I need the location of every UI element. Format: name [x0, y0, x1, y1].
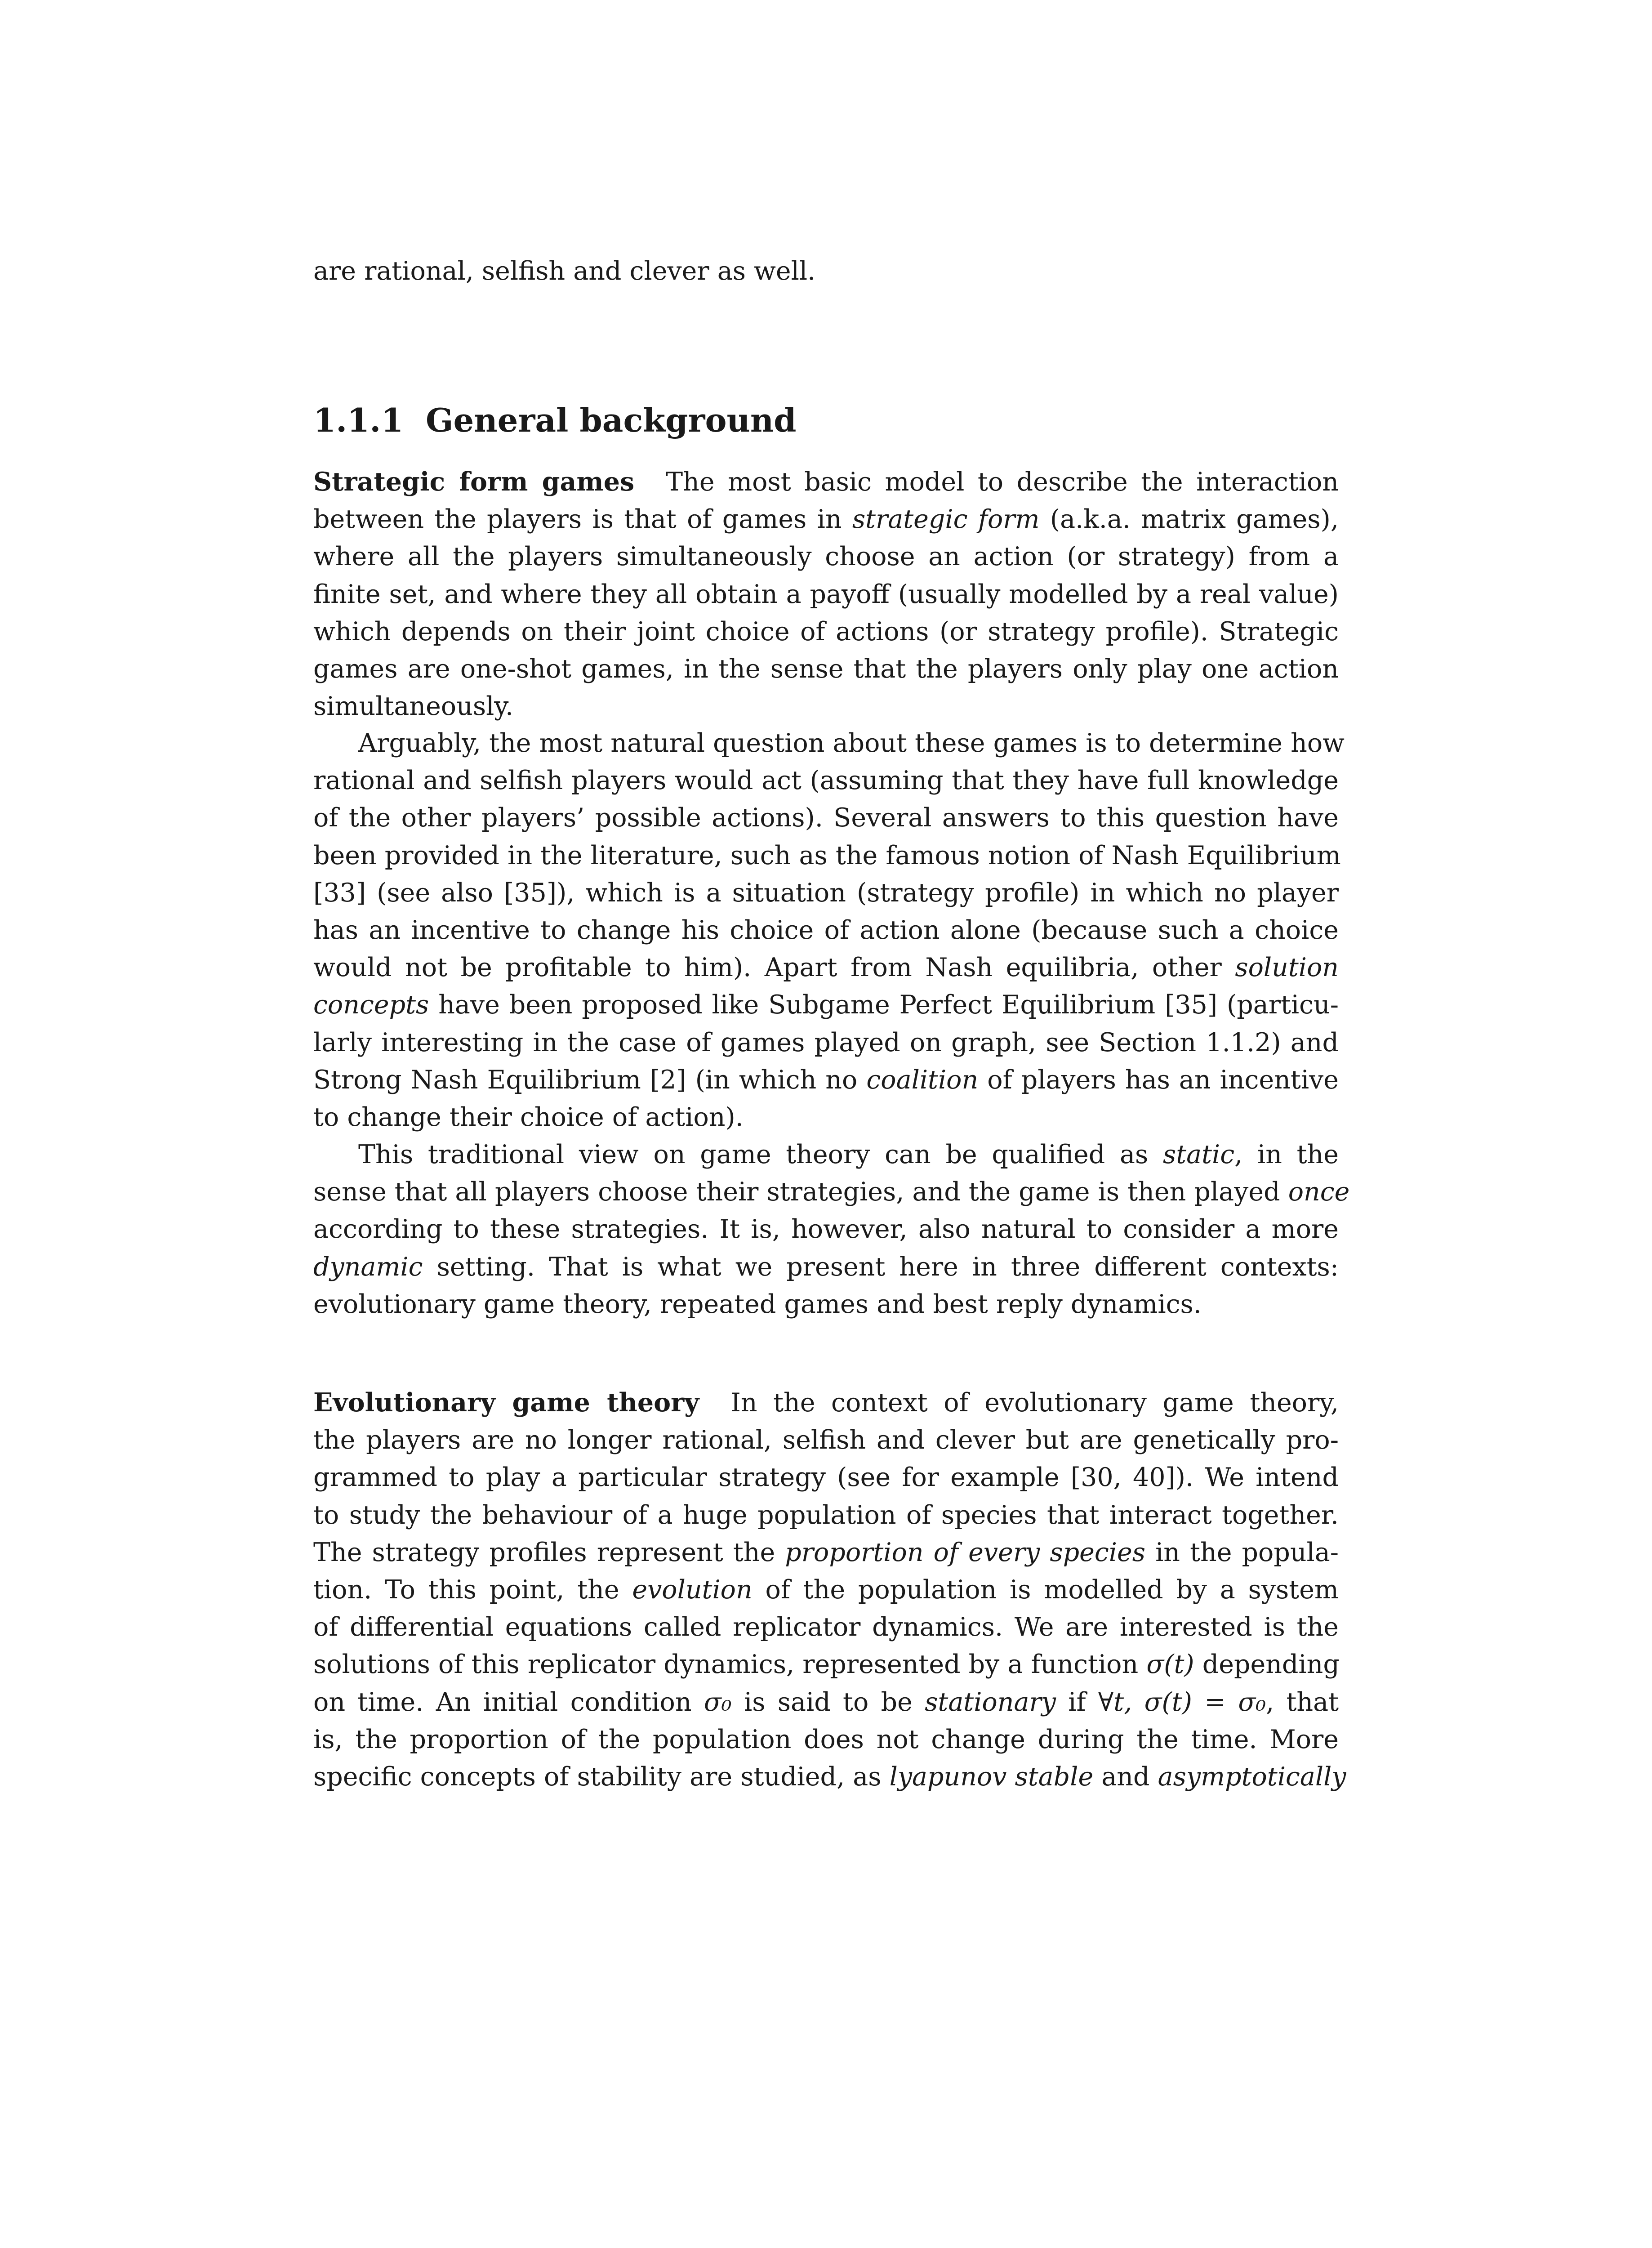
- text-line: solutions of this replicator dynamics, represented by a function σ(t) depending: [313, 1650, 1340, 1680]
- text-line: between the players is that of games in strategic form (a.k.a. matrix games),: [313, 504, 1339, 535]
- text-line: evolutionary game theory, repeated games and best reply dynamics.: [313, 1289, 1202, 1319]
- text-line: The strategy profiles represent the proportion of every species in the popula-: [313, 1537, 1339, 1567]
- italic-term: static: [1162, 1140, 1235, 1169]
- italic-term: solution: [1235, 953, 1339, 983]
- italic-term: dynamic: [313, 1252, 423, 1282]
- text-line: of the other players’ possible actions). Several answers to this question have: [313, 803, 1339, 833]
- text-line: rational and selfish players would act (assuming that they have full knowledge: [313, 766, 1339, 796]
- italic-term: once: [1288, 1177, 1350, 1207]
- text-line: where all the players simultaneously choose an action (or strategy) from a: [313, 542, 1339, 572]
- text-line: larly interesting in the case of games played on graph, see Section 1.1.2) and: [313, 1027, 1339, 1057]
- text-line: grammed to play a particular strategy (see for example [30, 40]). We intend: [313, 1463, 1339, 1493]
- paragraph-strategic-form-games: [313, 463, 1339, 725]
- italic-term: coalition: [866, 1065, 979, 1095]
- text-line: [33] (see also [35]), which is a situation (strategy profile) in which no player: [313, 878, 1339, 908]
- text-line: is, the proportion of the population does not change during the time. More: [313, 1724, 1339, 1754]
- italic-term: evolution: [632, 1575, 753, 1605]
- paragraph-heading: Evolutionary game theory: [313, 1387, 699, 1418]
- text-line: Arguably, the most natural question about these games is to determine how: [358, 728, 1345, 758]
- text-line: according to these strategies. It is, however, also natural to consider a more: [313, 1214, 1339, 1244]
- text-line: the players are no longer rational, selfish and clever but are genetically pro-: [313, 1425, 1339, 1455]
- text-line: to study the behaviour of a huge population of species that interact together.: [313, 1500, 1339, 1530]
- italic-term: asymptotically: [1158, 1762, 1346, 1792]
- math-expression: σ₀: [704, 1687, 732, 1717]
- text-line: to change their choice of action).: [313, 1102, 744, 1133]
- italic-term: lyapunov stable: [889, 1762, 1094, 1792]
- subsection-title: General background: [426, 401, 797, 439]
- text-line: Strategic form games The most basic model to describe the interaction: [313, 467, 1339, 497]
- subsection-heading: [313, 400, 797, 441]
- text-line: are rational, selfish and clever as well.: [313, 256, 816, 286]
- text-line: which depends on their joint choice of actions (or strategy profile). Strategic: [313, 616, 1339, 647]
- math-expression: ∀t, σ(t) = σ₀: [1098, 1687, 1266, 1717]
- italic-term: stationary: [925, 1687, 1056, 1717]
- subsection-number: 1.1.1: [313, 401, 404, 439]
- text-line: Strong Nash Equilibrium [2] (in which no coalition of players has an incentive: [313, 1065, 1339, 1095]
- text-line: dynamic setting. That is what we present here in three different contexts:: [313, 1252, 1339, 1282]
- paragraph-heading: Strategic form games: [313, 467, 635, 497]
- text-line: specific concepts of stability are studied, as lyapunov stable and asymptotically: [313, 1762, 1346, 1792]
- text-line: would not be profitable to him). Apart from Nash equilibria, other solution: [313, 953, 1339, 983]
- text-line: Evolutionary game theory In the context of evolutionary game theory,: [313, 1387, 1339, 1418]
- text-line: simultaneously.: [313, 691, 514, 722]
- paragraph-evolutionary-game-theory: [313, 1384, 1346, 1796]
- text-line: tion. To this point, the evolution of the population is modelled by a system: [313, 1575, 1339, 1605]
- italic-term: concepts: [313, 990, 429, 1020]
- math-expression: σ(t): [1146, 1650, 1194, 1680]
- text-line: sense that all players choose their strategies, and the game is then played once: [313, 1177, 1350, 1207]
- italic-term: strategic form: [852, 504, 1040, 535]
- text-line: of differential equations called replicator dynamics. We are interested is the: [313, 1612, 1339, 1642]
- text-line: finite set, and where they all obtain a payoff (usually modelled by a real value): [313, 579, 1339, 609]
- text-line: been provided in the literature, such as the famous notion of Nash Equilibrium: [313, 840, 1341, 870]
- italic-term: proportion of every species: [785, 1537, 1145, 1567]
- text-line: concepts have been proposed like Subgame Perfect Equilibrium [35] (particu-: [313, 990, 1339, 1020]
- paragraph-dynamic-setting: [313, 1136, 1350, 1323]
- continuation-paragraph: [313, 253, 1339, 290]
- text-line: This traditional view on game theory can be qualified as static, in the: [358, 1140, 1339, 1169]
- paragraph-solution-concepts: [313, 725, 1345, 1136]
- text-line: games are one-shot games, in the sense that the players only play one action: [313, 654, 1339, 684]
- text-line: on time. An initial condition σ₀ is said to be stationary if ∀t, σ(t) = σ₀, that: [313, 1687, 1339, 1717]
- text-line: has an incentive to change his choice of action alone (because such a choice: [313, 915, 1339, 946]
